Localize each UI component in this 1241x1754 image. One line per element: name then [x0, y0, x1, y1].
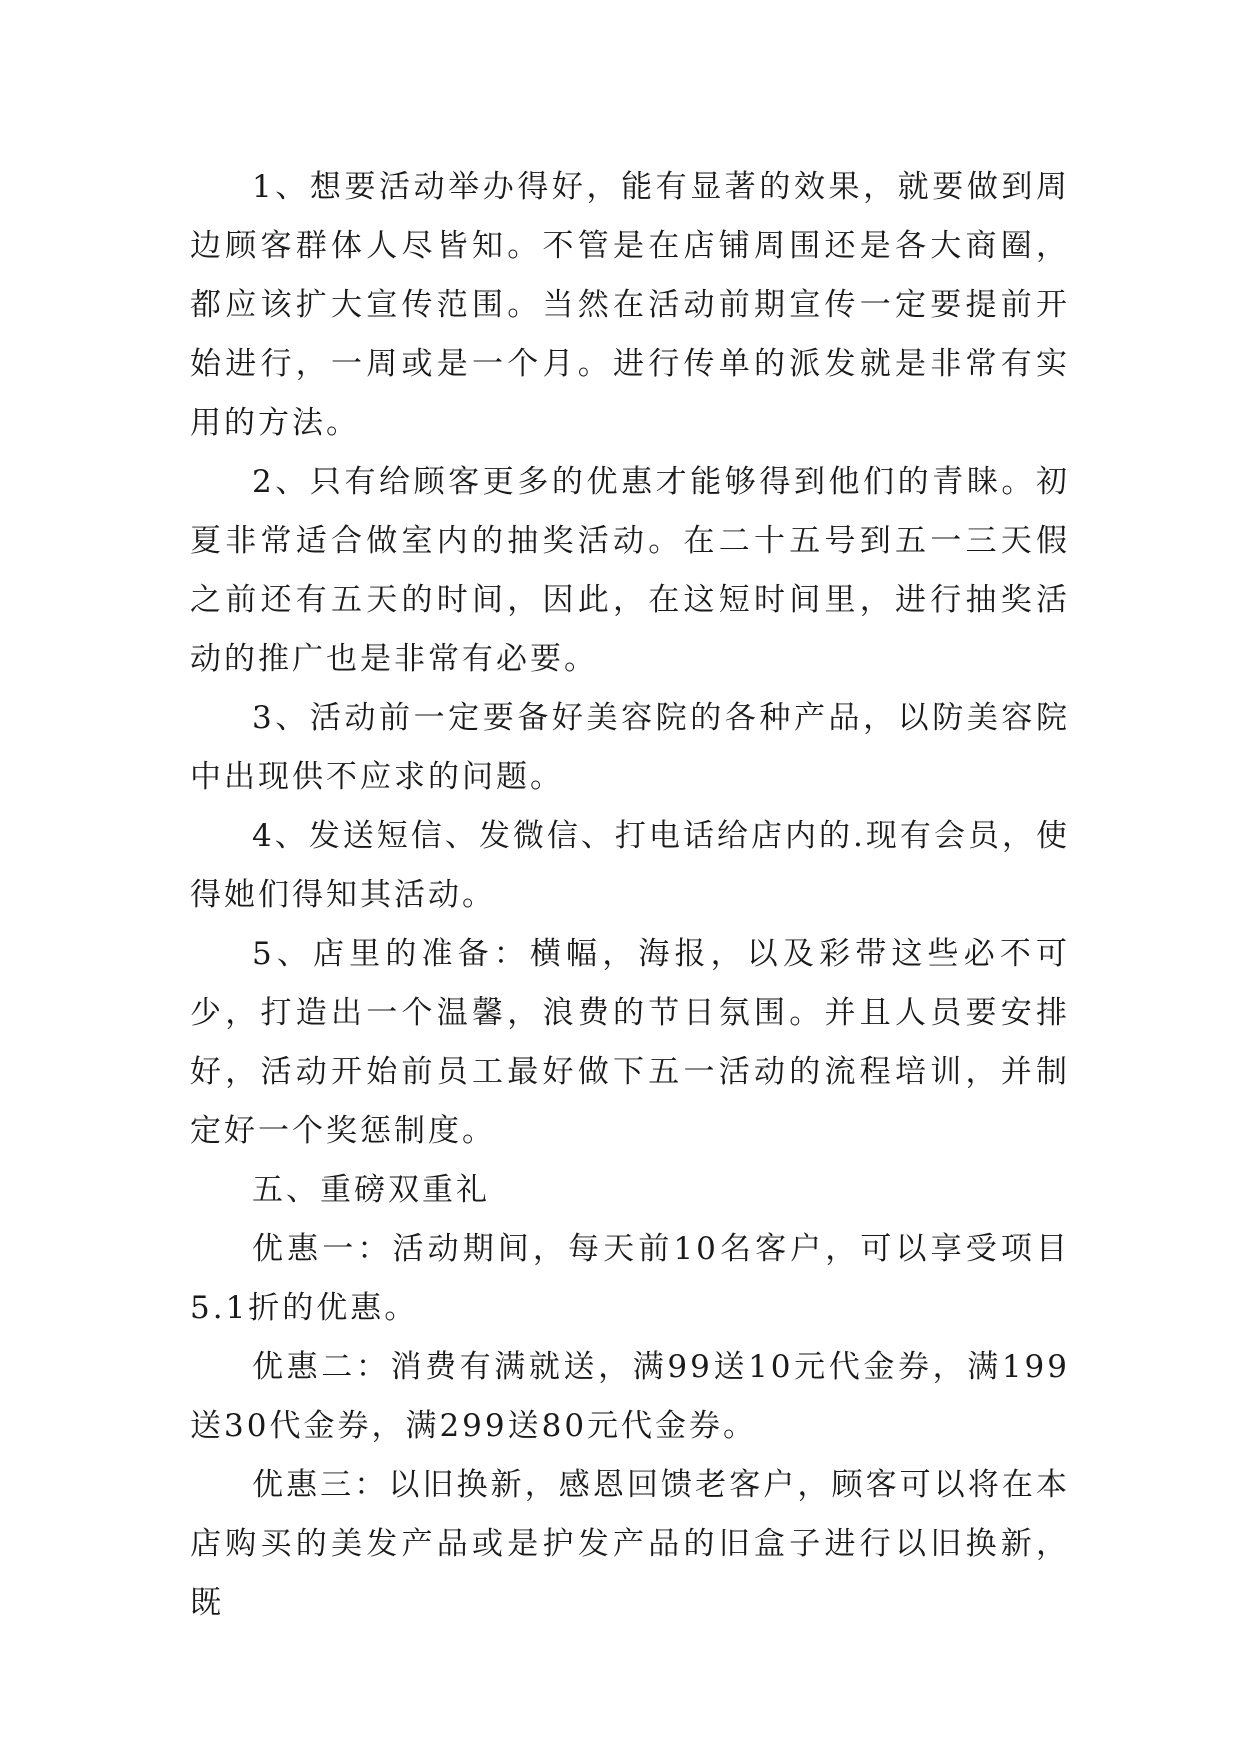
paragraph-1: 1、想要活动举办得好，能有显著的效果，就要做到周边顾客群体人尽皆知。不管是在店铺周围还是各大商圈，都应该扩大宣传范围。当然在活动前期宣传一定要提前开始进行，一周或是一个月。进行传单的派发就是非常有实用的方法。 [190, 169, 1070, 441]
offer-3: 优惠三：以旧换新，感恩回馈老客户，顾客可以将在本店购买的美发产品或是护发产品的旧盒子进行以旧换新，既 [190, 1467, 1070, 1621]
paragraph-2: 2、只有给顾客更多的优惠才能够得到他们的青睐。初夏非常适合做室内的抽奖活动。在二十五号到五一三天假之前还有五天的时间，因此，在这短时间里，进行抽奖活动的推广也是非常有必要。 [190, 464, 1070, 677]
document-body [190, 158, 1070, 1633]
offer-1: 优惠一：活动期间，每天前10名客户，可以享受项目5.1折的优惠。 [190, 1231, 1070, 1326]
paragraph-5: 5、店里的准备：横幅，海报，以及彩带这些必不可少，打造出一个温馨，浪费的节日氛围。并且人员要安排好，活动开始前员工最好做下五一活动的流程培训，并制定好一个奖惩制度。 [190, 936, 1070, 1149]
paragraph-4: 4、发送短信、发微信、打电话给店内的.现有会员，使得她们得知其活动。 [190, 818, 1070, 913]
offer-2: 优惠二：消费有满就送，满99送10元代金券，满199送30代金券，满299送80元代金券。 [190, 1349, 1070, 1444]
paragraph-3: 3、活动前一定要备好美容院的各种产品，以防美容院中出现供不应求的问题。 [190, 700, 1070, 795]
section-heading: 五、重磅双重礼 [252, 1172, 490, 1208]
